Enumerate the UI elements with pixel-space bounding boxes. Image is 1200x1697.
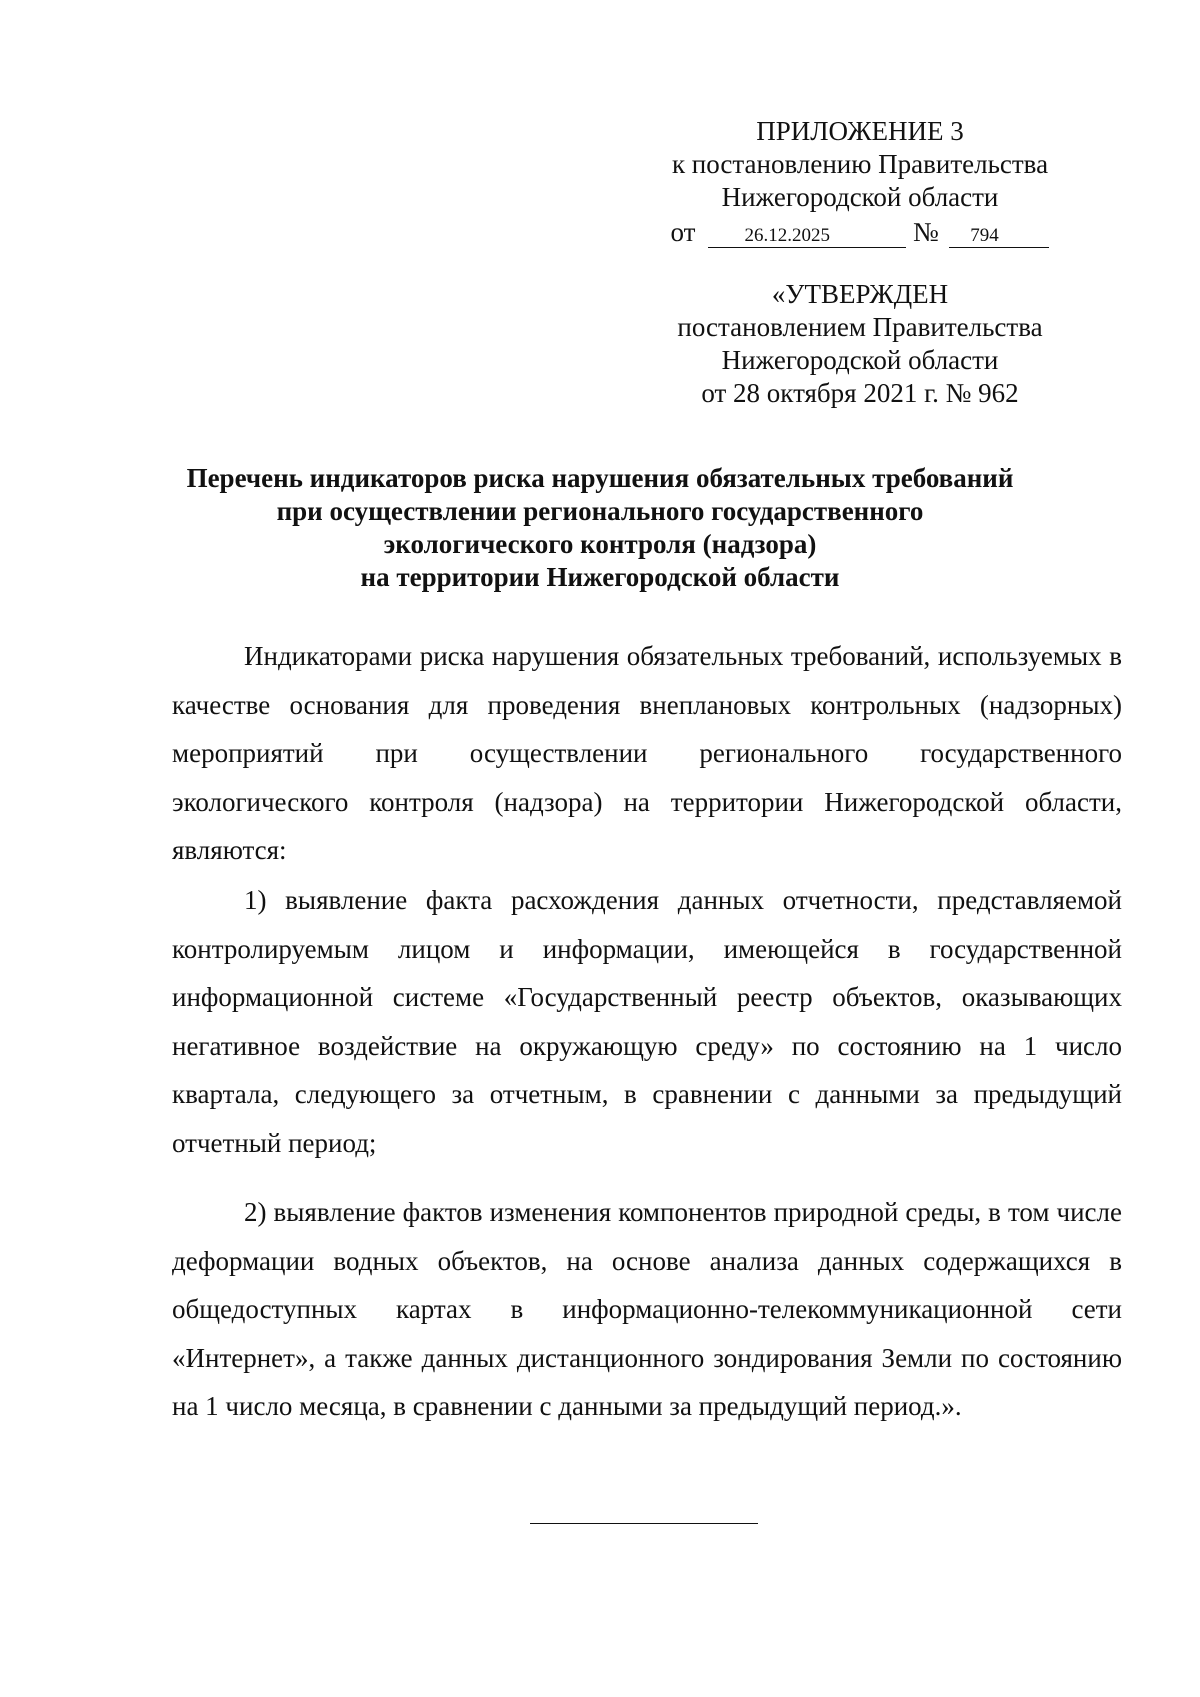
title-line-4: на территории Нижегородской области — [360, 562, 840, 592]
closing-divider — [530, 1523, 758, 1524]
approved-line-4: от 28 октября 2021 г. № 962 — [701, 378, 1019, 408]
title-line-3: экологического контроля (надзора) — [383, 529, 817, 559]
approved-header — [640, 278, 1080, 410]
approved-line-3: Нижегородской области — [721, 345, 999, 375]
intro-paragraph: Индикаторами риска нарушения обязательных требований, используемых в качестве основания для проведения внеплановых контрольных (надзорных) мероприятий при осуществлении регионального государственного экологического контроля (надзора) на территории Нижегородской области, являются: — [172, 641, 1122, 865]
date-value: 26.12.2025 — [744, 225, 830, 246]
approved-line-1: «УТВЕРЖДЕН — [771, 279, 949, 309]
item-2-paragraph: 2) выявление фактов изменения компонентов природной среды, в том числе деформации водных объектов, на основе анализа данных содержащихся в общедоступных картах в информационно-телекоммуникационной сети «Интернет», а также данных дистанционного зондирования Земли по состоянию на 1 число месяца, в сравнении с данными за предыдущий период.». — [172, 1197, 1122, 1421]
appendix-date-line — [640, 216, 1080, 249]
item-2-block — [172, 1188, 1122, 1431]
appendix-line-2: Нижегородской области — [721, 182, 999, 212]
number-value: 794 — [970, 225, 999, 246]
appendix-header — [640, 115, 1080, 249]
item-1-block — [172, 876, 1122, 1167]
document-title — [150, 462, 1050, 594]
title-line-1: Перечень индикаторов риска нарушения обязательных требований — [186, 463, 1014, 493]
appendix-title: ПРИЛОЖЕНИЕ 3 — [756, 116, 964, 146]
title-line-2: при осуществлении регионального государственного — [276, 496, 924, 526]
number-sign: № — [912, 217, 939, 247]
number-fill-field — [949, 225, 1049, 248]
date-fill-field — [708, 225, 906, 248]
appendix-line-1: к постановлению Правительства — [671, 149, 1049, 179]
date-prefix: от — [670, 217, 696, 247]
approved-line-2: постановлением Правительства — [677, 312, 1043, 342]
item-1-paragraph: 1) выявление факта расхождения данных отчетности, представляемой контролируемым лицом и информации, имеющейся в государственной информационной системе «Государственный реестр объектов, оказывающих негативное воздействие на окружающую среду» по состоянию на 1 число квартала, следующего за отчетным, в сравнении с данными за предыдущий отчетный период; — [172, 885, 1122, 1158]
intro-paragraph-block — [172, 632, 1122, 875]
